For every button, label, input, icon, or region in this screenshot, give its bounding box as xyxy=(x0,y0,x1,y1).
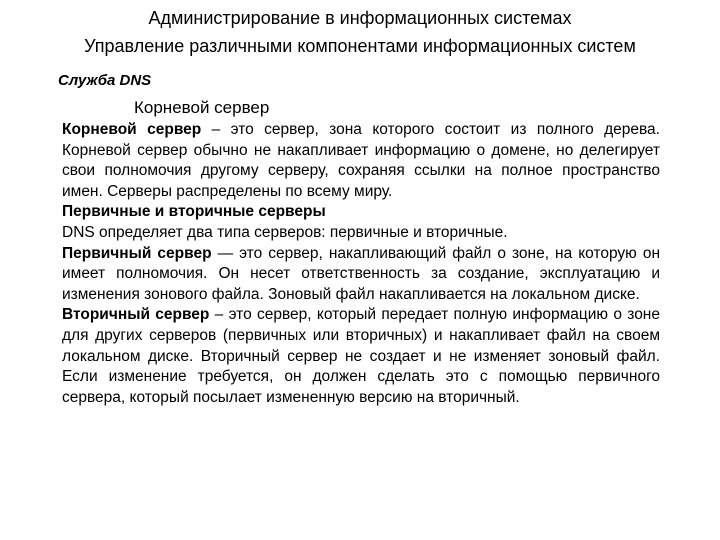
subheading: Корневой сервер xyxy=(134,98,270,117)
paragraph-dns-types: DNS определяет два типа серверов: первичные и вторичные. xyxy=(62,223,508,241)
section-label: Служба DNS xyxy=(58,72,152,89)
slide-subtitle: Управление различными компонентами информационных систем xyxy=(84,36,636,56)
primary-server-definition: — это сервер, накапливающий файл о зоне, на которую он имеет полномочия. Он несет ответственность за создание, эксплуатацию и изменения зонового файла. Зоновый файл накапливается на локальном диске. xyxy=(62,244,661,303)
paragraph-root-server xyxy=(62,120,660,202)
paragraph-primary-server xyxy=(62,244,660,306)
body-text xyxy=(62,120,660,408)
secondary-server-definition: – это сервер, который передает полную информацию о зоне для других серверов (первичных или вторичных) и накапливает файл на своем локальном диске. Вторичный сервер не создает и не изменяет зоновый файл. Если изменение требуется, он должен сделать это с помощью первичного сервера, который посылает измененную версию на вторичный. xyxy=(62,306,660,406)
term-root-server: Корневой сервер xyxy=(62,121,202,138)
term-secondary-server: Вторичный сервер xyxy=(62,306,210,324)
paragraph-secondary-server xyxy=(62,305,660,408)
slide-title: Администрирование в информационных системах xyxy=(148,8,572,28)
term-primary-server: Первичный сервер xyxy=(62,244,212,262)
root-server-definition: – это сервер, зона которого состоит из полного дерева. Корневой сервер обычно не накапливает информацию о домене, но делегирует свои полномочия другому серверу, сохраняя ссылки на полное пространство имен. Серверы распределены по всему миру. xyxy=(62,121,660,200)
heading-primary-secondary: Первичные и вторичные серверы xyxy=(62,203,326,221)
